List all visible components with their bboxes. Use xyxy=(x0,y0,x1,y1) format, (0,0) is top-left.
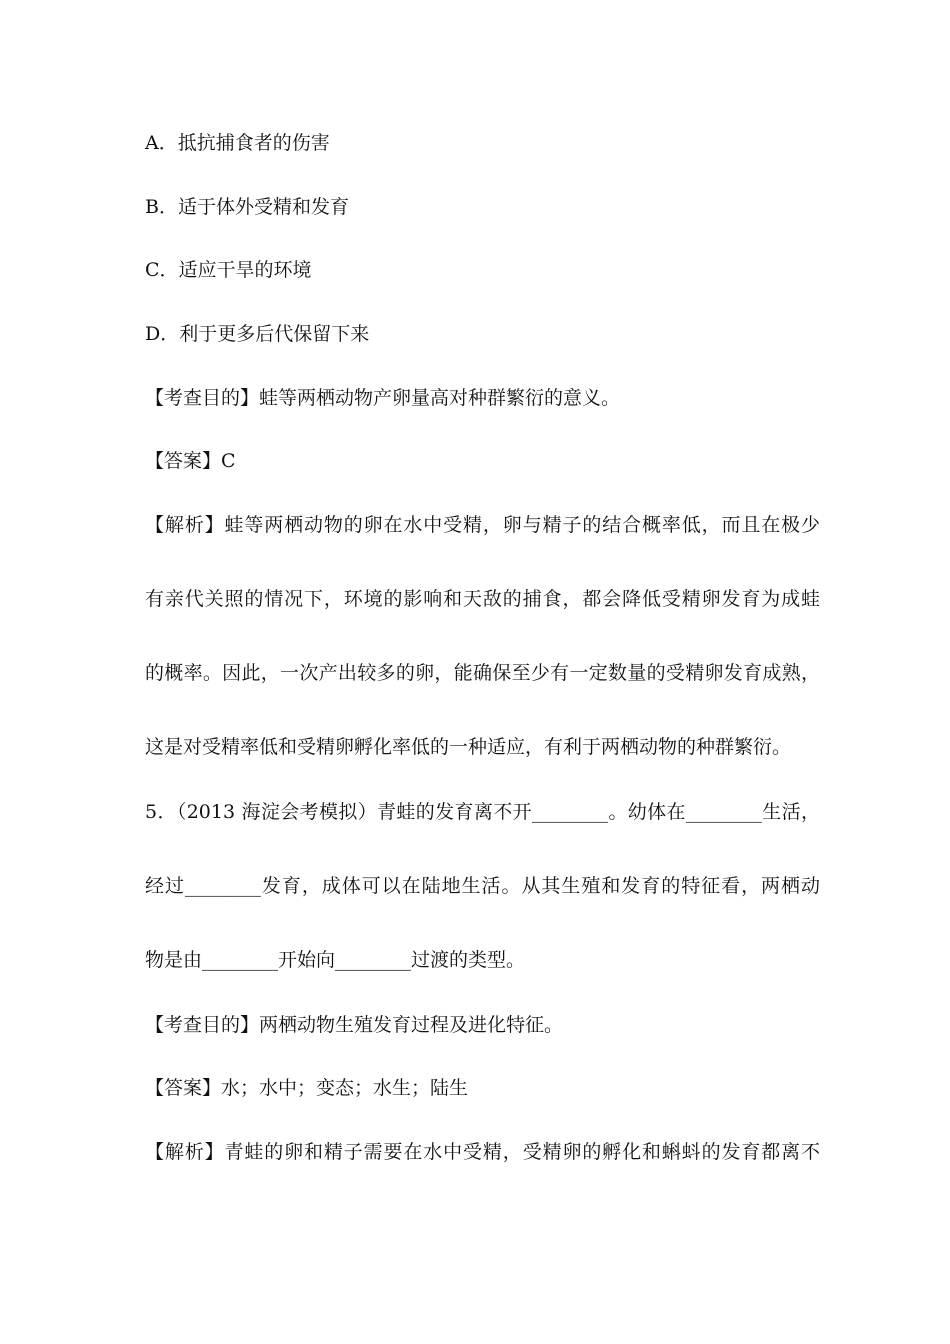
q5-analysis-line: 【解析】青蛙的卵和精子需要在水中受精，受精卵的孵化和蝌蚪的发育都离不 xyxy=(145,1141,820,1163)
q4-analysis-line: 【解析】蛙等两栖动物的卵在水中受精，卵与精子的结合概率低，而且在极少 xyxy=(145,514,820,536)
q4-answer: 【答案】C xyxy=(145,450,236,472)
q5-answer: 【答案】水；水中；变态；水生；陆生 xyxy=(145,1077,469,1099)
option-a: A．抵抗捕食者的伤害 xyxy=(145,132,330,154)
q4-analysis-line: 有亲代关照的情况下，环境的影响和天敌的捕食，都会降低受精卵发育为成蛙 xyxy=(145,588,820,610)
q4-analysis-line: 这是对受精率低和受精卵孵化率低的一种适应，有利于两栖动物的种群繁衍。 xyxy=(145,736,792,758)
q5-question-line: 5．（2013 海淀会考模拟）青蛙的发育离不开________。幼体在________生活， xyxy=(145,801,820,823)
q5-question-line: 经过________发育，成体可以在陆地生活。从其生殖和发育的特征看，两栖动 xyxy=(145,875,820,897)
option-b: B．适于体外受精和发育 xyxy=(145,196,349,218)
q4-purpose: 【考查目的】蛙等两栖动物产卵量高对种群繁衍的意义。 xyxy=(145,387,621,409)
q5-purpose: 【考查目的】两栖动物生殖发育过程及进化特征。 xyxy=(145,1014,564,1036)
q5-question-line: 物是由________开始向________过渡的类型。 xyxy=(145,949,526,971)
option-d: D．利于更多后代保留下来 xyxy=(145,323,370,345)
option-c: C．适应干旱的环境 xyxy=(145,259,312,281)
q4-analysis-line: 的概率。因此，一次产出较多的卵，能确保至少有一定数量的受精卵发育成熟， xyxy=(145,662,820,684)
